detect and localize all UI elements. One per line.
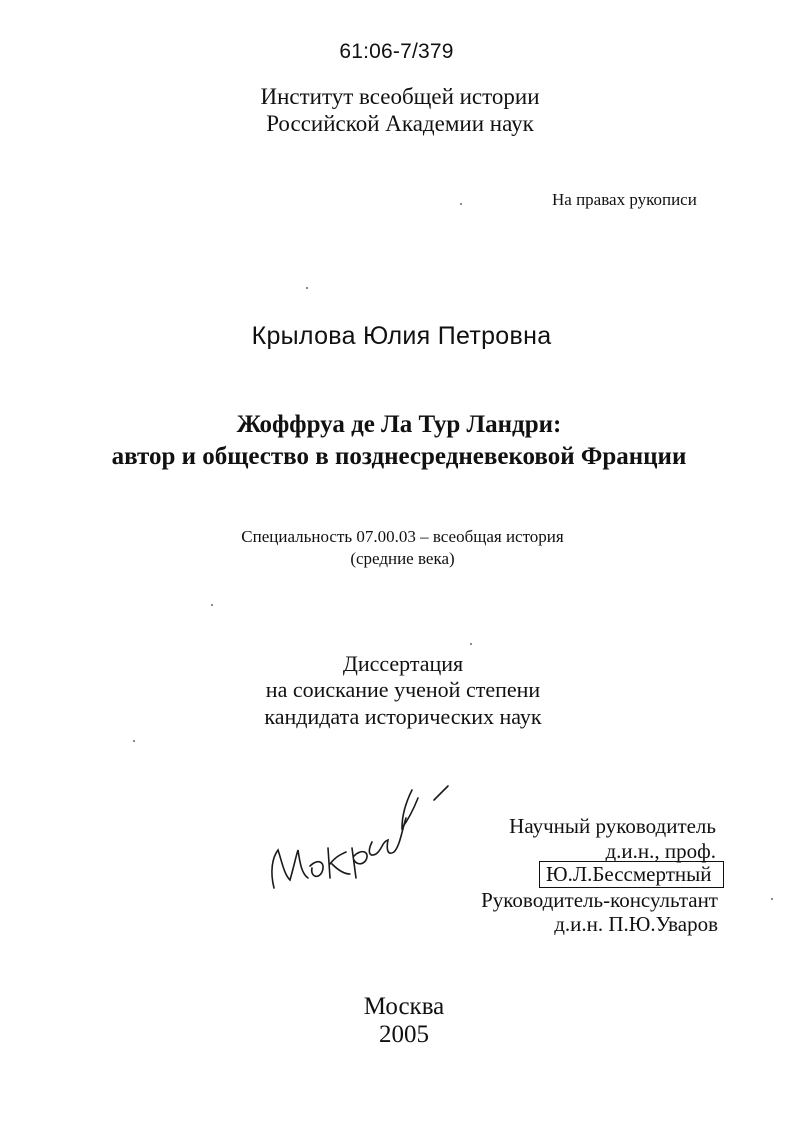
scan-speck [211,604,213,606]
scan-speck [133,740,135,742]
dissertation-type-line-1: Диссертация [342,651,464,676]
scan-speck [306,287,308,289]
consultant-name: д.и.н. П.Ю.Уваров [554,912,718,936]
scan-speck [460,203,462,205]
specialty-line-2: (средние века) [350,549,455,568]
dissertation-title-line-1: Жоффруа де Ла Тур Ландри: [236,411,562,438]
dissertation-title-line-2: автор и общество в позднесредневековой Франции [111,443,687,470]
institute-line-1: Институт всеобщей истории [260,84,540,109]
institute-line-2: Российской Академии наук [266,111,534,136]
dissertation-type-line-2: на соискание ученой степени [265,677,541,702]
handwritten-signature [262,770,462,895]
city: Москва [363,993,445,1020]
scientific-supervisor-degree: д.и.н., проф. [605,839,716,863]
rights-note: На правах рукописи [552,190,697,209]
year: 2005 [379,1021,429,1048]
catalog-number: 61:06-7/379 [339,40,454,63]
scan-speck [470,643,472,645]
author-name: Крылова Юлия Петровна [251,322,552,350]
scientific-supervisor-role: Научный руководитель [509,814,716,838]
specialty-line-1: Специальность 07.00.03 – всеобщая история [241,527,564,546]
scan-speck [771,898,773,900]
scientific-supervisor-name: Ю.Л.Бессмертный [546,862,712,886]
consultant-role: Руководитель-консультант [481,888,718,912]
dissertation-type-line-3: кандидата исторических наук [264,704,542,729]
